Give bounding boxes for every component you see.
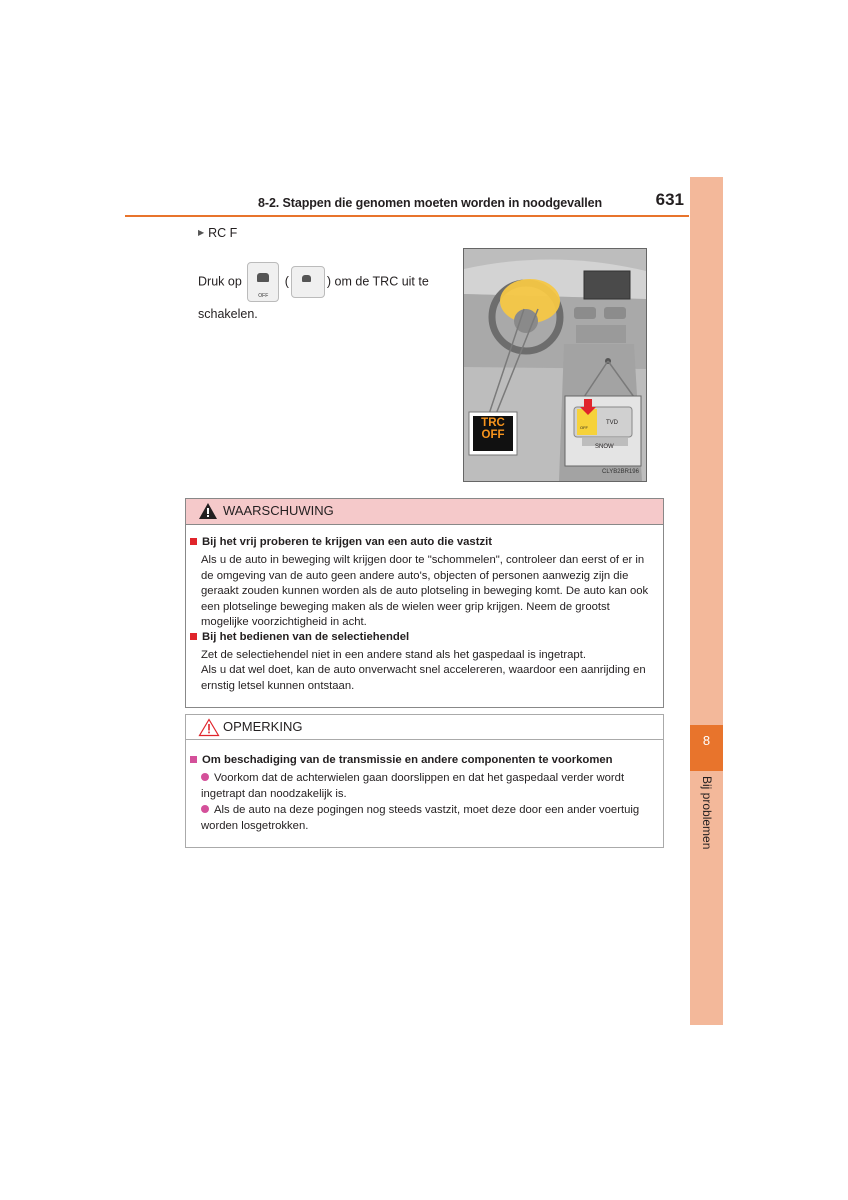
note-header-rule <box>186 739 663 740</box>
warning-triangle-icon <box>198 502 218 520</box>
warning-heading-2: Bij het bedienen van de selectiehendel <box>190 631 409 643</box>
triangle-right-icon: ▶ <box>198 228 205 237</box>
snow-label: SNOW <box>595 444 614 450</box>
note-title: OPMERKING <box>223 719 303 734</box>
note-bullet-1: Voorkom dat de achterwielen gaan doorslippen en dat het gaspedaal verder wordt ingetrapt dan noodzakelijk is. <box>201 772 625 800</box>
chapter-number: 8 <box>702 733 711 748</box>
trc-off-switch-icon: OFF <box>247 262 279 302</box>
square-bullet-icon <box>190 756 197 763</box>
instruction-after: ) om de TRC uit te schakelen. <box>198 274 429 321</box>
model-line <box>198 226 237 240</box>
square-bullet-icon <box>190 633 197 640</box>
chapter-title: Bij problemen <box>700 776 714 850</box>
round-bullet-icon <box>201 805 209 813</box>
warning-text-1: Als u de auto in beweging wilt krijgen door te "schommelen", controleer dan eerst of er in de omgeving van de auto geen andere auto's, objecten of personen aanwezig zijn die geraakt zouden kunnen worden als de auto plotseling in beweging komt. De auto kan ook een plotselinge beweging maken als de wielen weer grip krijgen. Neem de grootst mogelijke voorzichtigheid in acht. <box>201 554 649 628</box>
figure-code: CLYB2BR196 <box>602 469 639 475</box>
trc-off-switch-alt-icon <box>291 266 325 298</box>
tvd-label: TVD <box>606 420 618 426</box>
instruction-text <box>198 262 458 327</box>
warning-title: WAARSCHUWING <box>223 503 334 518</box>
warning-text-2a: Zet de selectiehendel niet in een andere stand als het gaspedaal is ingetrapt. <box>201 649 586 661</box>
switch-off-label: OFF <box>580 425 588 430</box>
header-title: 8-2. Stappen die genomen moeten worden in noodgevallen <box>258 196 602 210</box>
chapter-number-box <box>690 725 723 771</box>
instruction-paren: ( <box>284 274 289 289</box>
note-heading: Om beschadiging van de transmissie en andere componenten te voorkomen <box>190 754 613 766</box>
dashboard-illustration <box>463 248 647 482</box>
warning-text-2b: Als u dat wel doet, kan de auto onverwacht snel accelereren, waardoor een aanrijding en ernstig letsel kunnen ontstaan. <box>201 664 646 692</box>
instruction-before: Druk op <box>198 274 242 289</box>
model-name: RC F <box>208 226 238 240</box>
header-rule <box>125 215 689 217</box>
round-bullet-icon <box>201 773 209 781</box>
page-number: 631 <box>655 190 684 209</box>
chapter-tab <box>690 177 723 1025</box>
square-bullet-icon <box>190 538 197 545</box>
warning-heading-1: Bij het vrij proberen te krijgen van een auto die vastzit <box>190 536 492 548</box>
trc-off-indicator: TRC OFF <box>481 417 505 441</box>
caution-triangle-icon <box>198 718 220 737</box>
note-bullet-2: Als de auto na deze pogingen nog steeds vastzit, moet deze door een ander voertuig worden losgetrokken. <box>201 804 640 832</box>
dashboard-drawing <box>464 249 646 481</box>
